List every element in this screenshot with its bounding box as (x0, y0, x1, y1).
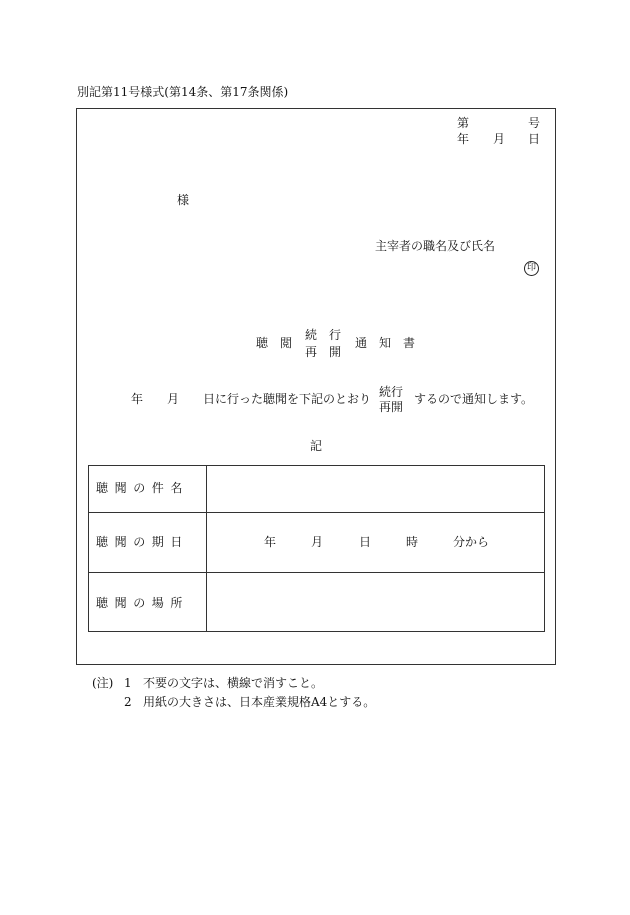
number-suffix: 号 (528, 116, 541, 130)
note-1-number: 1 (124, 676, 132, 690)
form-caption: 別記第11号様式(第14条、第17条関係) (77, 85, 289, 99)
table-row-divider (89, 512, 544, 513)
body-middle: 日に行った聴聞を下記のとおり (203, 392, 372, 406)
table-row-divider (89, 572, 544, 573)
ki-heading: 記 (310, 439, 323, 453)
addressee-suffix: 様 (177, 193, 190, 207)
notes-prefix: (注) (92, 676, 114, 690)
table-date-hour: 時 (406, 535, 419, 549)
table-date-month: 月 (311, 535, 324, 549)
seal-icon: 印 (524, 261, 539, 276)
date-year-label: 年 (457, 132, 470, 146)
title-suffix: 通 知 書 (355, 336, 416, 350)
sender-label: 主宰者の職名及び氏名 (375, 239, 496, 253)
body-year: 年 (131, 392, 144, 406)
date-day-label: 日 (528, 132, 541, 146)
row-label-date: 聴聞の期日 (96, 535, 190, 549)
title-alt-top: 続 行 (305, 328, 342, 342)
note-1-text: 不要の文字は、横線で消すこと。 (143, 676, 324, 690)
row-label-place: 聴聞の場所 (96, 596, 190, 610)
title-alt-bottom: 再 開 (305, 345, 342, 359)
row-label-subject: 聴聞の件名 (96, 481, 190, 495)
date-month-label: 月 (493, 132, 506, 146)
body-alt-top: 続行 (379, 385, 404, 399)
body-end: するので通知します。 (414, 392, 534, 406)
number-prefix: 第 (457, 116, 470, 130)
table-date-minute: 分から (453, 535, 490, 549)
table-column-divider (206, 466, 207, 631)
table-date-year: 年 (264, 535, 277, 549)
table-date-day: 日 (359, 535, 372, 549)
body-alt-bottom: 再開 (379, 400, 404, 414)
note-2-number: 2 (124, 695, 132, 709)
body-month: 月 (167, 392, 180, 406)
note-2-text: 用紙の大きさは、日本産業規格A4とする。 (143, 695, 376, 709)
title-prefix: 聴 閲 (256, 336, 293, 350)
